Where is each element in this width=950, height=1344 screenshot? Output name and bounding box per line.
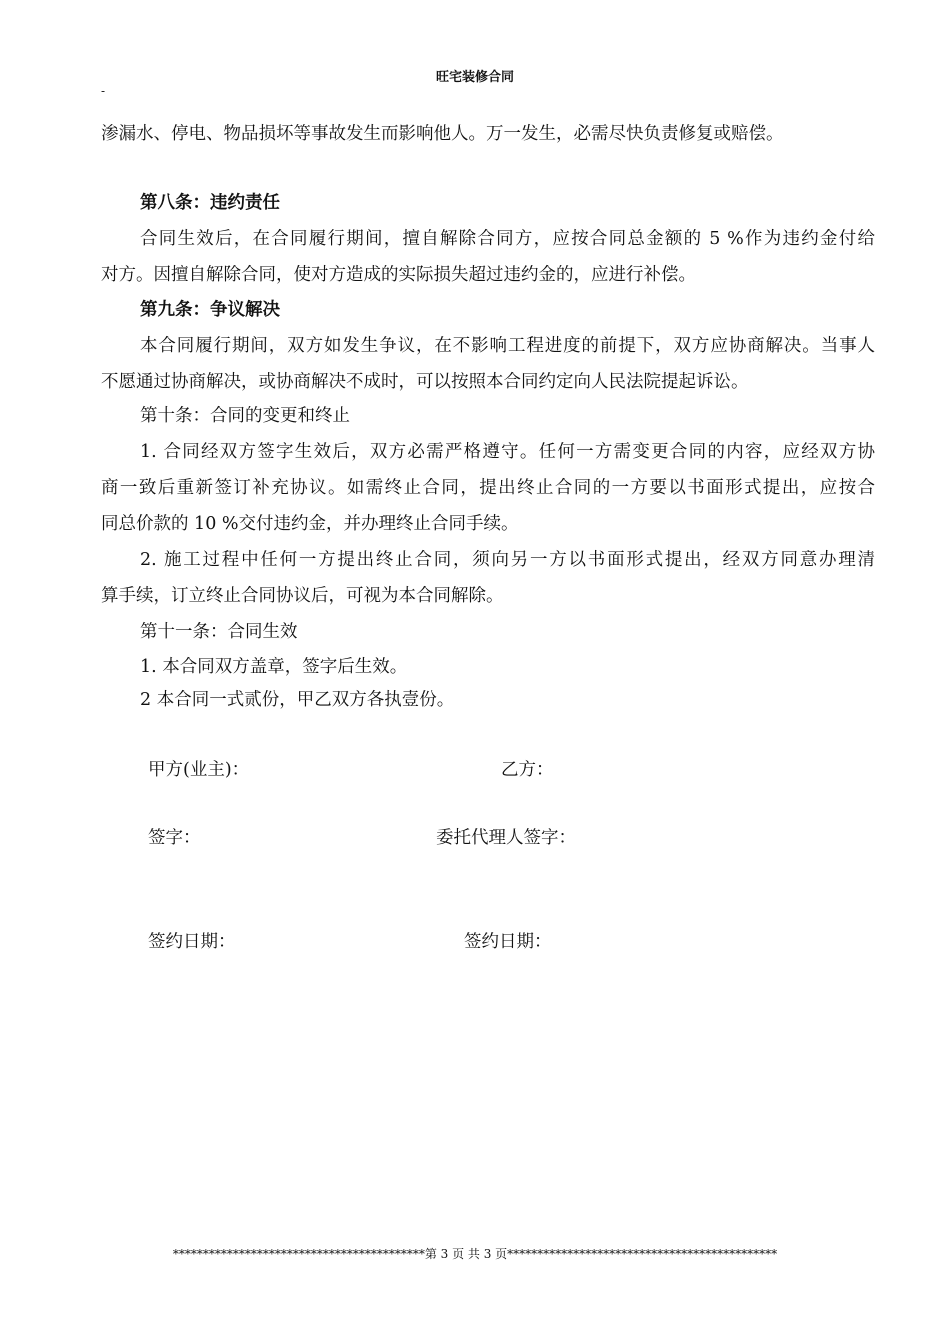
article-10-item-2-line-1: 2. 施工过程中任何一方提出终止合同，须向另一方以书面形式提出，经双方同意办理清 [140,550,875,570]
party-a-date-label: 签约日期： [148,932,236,952]
article-10-item-2-line-2: 算手续，订立终止合同协议后，可视为本合同解除。 [101,586,504,606]
article-11-item-1: 1. 本合同双方盖章，签字后生效。 [140,657,408,677]
article-8-heading: 第八条：违约责任 [140,193,280,213]
party-a-label: 甲方(业主)： [148,760,250,780]
article-9-line-2: 不愿通过协商解决，或协商解决不成时，可以按照本合同约定向人民法院提起诉讼。 [101,372,749,392]
document-header-title: 旺宅装修合同 [435,70,514,85]
party-b-date-label: 签约日期： [464,932,552,952]
article-8-line-1: 合同生效后，在合同履行期间，擅自解除合同方，应按合同总金额的 5 %作为违约金付给 [140,229,875,249]
article-11-heading: 第十一条：合同生效 [140,622,298,642]
paragraph-continuation: 渗漏水、停电、物品损坏等事故发生而影响他人。万一发生，必需尽快负责修复或赔偿。 [101,124,784,144]
party-b-label: 乙方： [501,760,554,780]
header-mark: - [101,84,106,98]
party-a-signature-label: 签字： [148,828,201,848]
article-10-item-1-line-1: 1. 合同经双方签字生效后，双方必需严格遵守。任何一方需变更合同的内容，应经双方协 [140,442,875,462]
article-11-item-2: 2 本合同一式贰份，甲乙双方各执壹份。 [140,690,455,710]
party-b-agent-signature-label: 委托代理人签字： [436,828,576,848]
article-10-item-1-line-3: 同总价款的 10 %交付违约金，并办理终止合同手续。 [101,514,519,534]
page-footer: ******************************************第 3 页 共 3 页********************************************* [172,1247,778,1261]
article-9-heading: 第九条：争议解决 [140,300,280,320]
article-10-item-1-line-2: 商一致后重新签订补充协议。如需终止合同，提出终止合同的一方要以书面形式提出，应按合 [101,478,875,498]
article-9-line-1: 本合同履行期间，双方如发生争议，在不影响工程进度的前提下，双方应协商解决。当事人 [140,336,875,356]
article-8-line-2: 对方。因擅自解除合同，使对方造成的实际损失超过违约金的，应进行补偿。 [101,265,696,285]
article-10-heading: 第十条：合同的变更和终止 [140,406,350,426]
